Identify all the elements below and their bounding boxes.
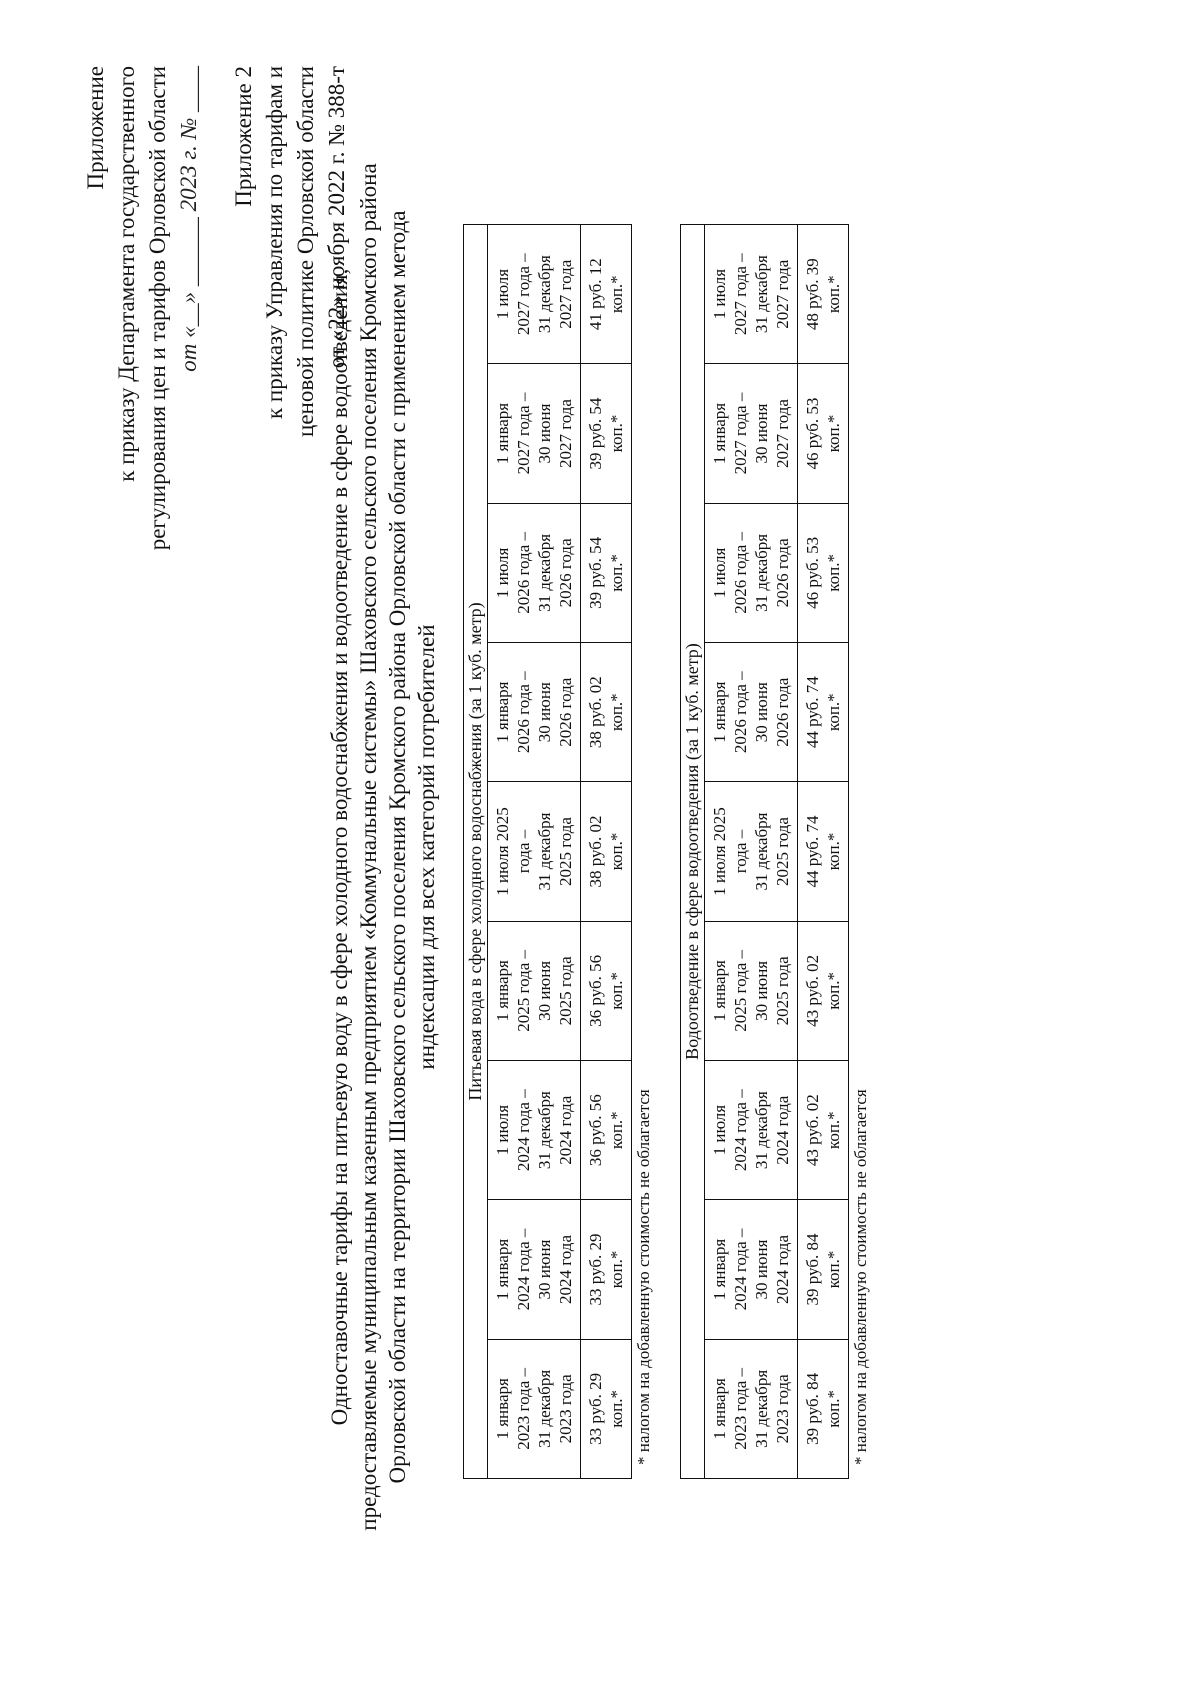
water-section-title: Питьевая вода в сфере холодного водоснабжения (за 1 куб. метр) [464,225,488,1479]
price-cell [798,1339,849,1478]
period-text: 1 июля [710,1104,729,1156]
price-text: 46 руб. 53 [803,536,822,609]
price-text: коп.* [824,1111,843,1150]
price-text: коп.* [607,693,626,732]
period-cell [705,225,798,364]
period-cell [705,921,798,1060]
period-text: 2027 года [556,259,575,329]
period-cell [488,1200,581,1339]
period-text: 1 июля [710,547,729,599]
period-cell [488,1339,581,1478]
price-text: коп.* [607,832,626,871]
price-text: коп.* [824,275,843,314]
period-text: 2023 года – [514,1367,533,1450]
period-text: 2024 года [556,1235,575,1305]
document-title [325,0,441,1694]
price-text: 43 руб. 02 [803,954,822,1027]
period-cell [705,503,798,642]
price-text: 36 руб. 56 [586,954,605,1027]
period-text: 2026 года – [731,531,750,614]
period-text: 2025 года [556,956,575,1026]
price-text: коп.* [607,275,626,314]
period-text: 1 января [493,1238,512,1301]
period-text: 31 декабря [752,1091,771,1170]
price-cell [581,1339,632,1478]
period-text: 30 июня [535,1239,554,1300]
title-line: индексации для всех категорий потребителей [414,624,439,1070]
price-text: 39 руб. 54 [586,397,605,470]
price-cell [798,782,849,921]
period-text: 1 января [710,1378,729,1440]
title-line: предоставляемые муниципальным казенным предприятием «Коммунальные системы» Шаховского сельского поселения Кромского района [356,163,381,1531]
period-text: 2025 года – [514,949,533,1032]
period-text: 31 декабря [535,1369,554,1448]
period-text: 2027 года – [514,392,533,475]
period-cell [488,921,581,1060]
price-text: 33 руб. 29 [586,1233,605,1306]
price-text: коп.* [824,971,843,1010]
appendix-header [80,66,204,550]
period-text: 1 января [710,402,729,465]
price-cell [581,782,632,921]
period-text: 2023 года [773,1374,792,1444]
period-text: 1 января [710,1238,729,1301]
period-text: 2026 года – [514,531,533,614]
period-text: 31 декабря [535,255,554,334]
price-text: 44 руб. 74 [803,815,822,888]
title-line: Орловской области на территории Шаховского сельского поселения Кромского района Орловской области с применением метода [385,210,410,1484]
price-text: 44 руб. 74 [803,676,822,749]
period-cell [705,364,798,503]
period-cell [488,1061,581,1200]
price-text: 39 руб. 84 [803,1233,822,1306]
period-cell [488,643,581,782]
period-cell [488,503,581,642]
period-text: 2023 года [556,1374,575,1444]
period-text: 2024 года [556,1095,575,1165]
period-text: 1 января [493,402,512,465]
price-text: коп.* [824,1250,843,1289]
appendix2-line: Приложение 2 [231,66,256,207]
period-text: 2025 года [556,817,575,887]
period-text: года – [514,829,533,874]
period-text: 2024 года [773,1235,792,1305]
period-row [705,225,798,1479]
period-text: 2024 года – [731,1089,750,1172]
period-text: 30 июня [535,682,554,743]
title-line: Одноставочные тарифы на питьевую воду в сфере холодного водоснабжения и водоотведение в сфере водоотведения, [327,268,352,1426]
period-text: 30 июня [752,682,771,743]
price-cell [798,1061,849,1200]
price-cell [581,1200,632,1339]
price-text: 43 руб. 02 [803,1094,822,1167]
period-text: 1 июля [493,268,512,320]
price-row [581,225,632,1479]
price-text: 33 руб. 29 [586,1372,605,1445]
period-text: 2027 года [773,259,792,329]
appendix-line: регулирования цен и тарифов Орловской области [145,66,170,551]
period-text: 2026 года [773,677,792,747]
period-text: 2027 года [556,399,575,469]
period-text: года – [731,829,750,874]
price-cell [581,921,632,1060]
period-text: 1 января [493,1378,512,1440]
price-text: 38 руб. 02 [586,815,605,888]
period-text: 31 декабря [752,1369,771,1448]
price-cell [581,225,632,364]
period-row [488,225,581,1479]
period-text: 2026 года [773,538,792,608]
price-text: 39 руб. 54 [586,536,605,609]
period-text: 2026 года [556,538,575,608]
period-text: 31 декабря [535,1091,554,1170]
period-cell [705,1061,798,1200]
period-text: 31 декабря [535,812,554,891]
appendix-line: Приложение [83,66,108,190]
price-cell [581,1061,632,1200]
price-text: коп.* [824,1389,843,1428]
price-cell [581,503,632,642]
price-text: коп.* [824,414,843,453]
period-text: 31 декабря [752,533,771,612]
period-text: 31 декабря [752,255,771,334]
appendix-line: к приказу Департамента государственного [114,66,139,482]
vat-footnote: * налогом на добавленную стоимость не облагается [851,1089,870,1465]
price-text: 41 руб. 12 [586,258,605,331]
period-cell [705,1339,798,1478]
price-text: коп.* [607,971,626,1010]
price-text: коп.* [607,554,626,592]
price-text: 46 руб. 53 [803,397,822,470]
period-text: 31 декабря [752,812,771,891]
period-cell [705,782,798,921]
price-text: коп.* [607,1389,626,1428]
period-cell [488,782,581,921]
period-text: 2027 года [773,399,792,469]
period-cell [705,1200,798,1339]
period-text: 1 января [710,681,729,743]
period-text: 2024 года [773,1095,792,1165]
price-text: 38 руб. 02 [586,676,605,749]
period-text: 30 июня [535,403,554,464]
period-text: 2025 года [773,956,792,1026]
price-cell [798,1200,849,1339]
period-text: 1 июля [493,1104,512,1156]
period-text: 1 июля [493,547,512,599]
price-text: коп.* [824,832,843,871]
period-text: 1 июля [710,268,729,320]
appendix2-line: от «22» ноября 2022 г. № 388-т [324,66,349,369]
period-text: 2027 года – [731,253,750,336]
appendix2-line: ценовой политике Орловской области [293,66,318,437]
price-text: 48 руб. 39 [803,258,822,331]
period-text: 1 января [493,681,512,743]
period-text: 2027 года – [731,392,750,475]
period-text: 2026 года – [514,671,533,754]
sewerage-section-title: Водоотведение в сфере водоотведения (за 1 куб. метр) [681,225,705,1479]
period-text: 30 июня [752,1239,771,1300]
price-cell [798,921,849,1060]
period-text: 2023 года – [731,1367,750,1450]
price-cell [581,364,632,503]
period-text: 30 июня [535,960,554,1021]
price-cell [798,643,849,782]
period-cell [705,643,798,782]
vat-footnote: * налогом на добавленную стоимость не облагается [634,1089,653,1465]
period-text: 2024 года – [731,1228,750,1311]
period-cell [488,364,581,503]
period-text: 2025 года – [731,949,750,1032]
water-tariff-table [463,224,632,1479]
period-text: 1 июля 2025 [493,807,512,896]
period-text: 2024 года – [514,1089,533,1172]
sewerage-tariff-section [680,224,872,1479]
price-text: коп.* [824,554,843,592]
price-text: коп.* [824,693,843,732]
price-row [798,225,849,1479]
price-text: 36 руб. 56 [586,1094,605,1167]
period-text: 2026 года – [731,671,750,754]
period-text: 2027 года – [514,253,533,336]
period-text: 1 января [710,960,729,1022]
period-text: 31 декабря [535,533,554,612]
water-tariff-section [463,224,655,1479]
price-cell [581,643,632,782]
period-text: 2026 года [556,677,575,747]
period-text: 1 января [493,960,512,1022]
price-cell [798,503,849,642]
price-cell [798,364,849,503]
price-text: коп.* [607,414,626,453]
period-text: 1 июля 2025 [710,807,729,896]
price-text: коп.* [607,1111,626,1150]
period-cell [488,225,581,364]
price-text: 39 руб. 84 [803,1372,822,1445]
period-text: 2025 года [773,817,792,887]
sewerage-tariff-table [680,224,849,1479]
period-text: 30 июня [752,960,771,1021]
period-text: 30 июня [752,403,771,464]
price-cell [798,225,849,364]
appendix2-line: к приказу Управления по тарифам и [262,66,287,420]
appendix-date-line: от «__» ______ 2023 г. № ____ [176,66,201,372]
price-text: коп.* [607,1250,626,1289]
period-text: 2024 года – [514,1228,533,1311]
